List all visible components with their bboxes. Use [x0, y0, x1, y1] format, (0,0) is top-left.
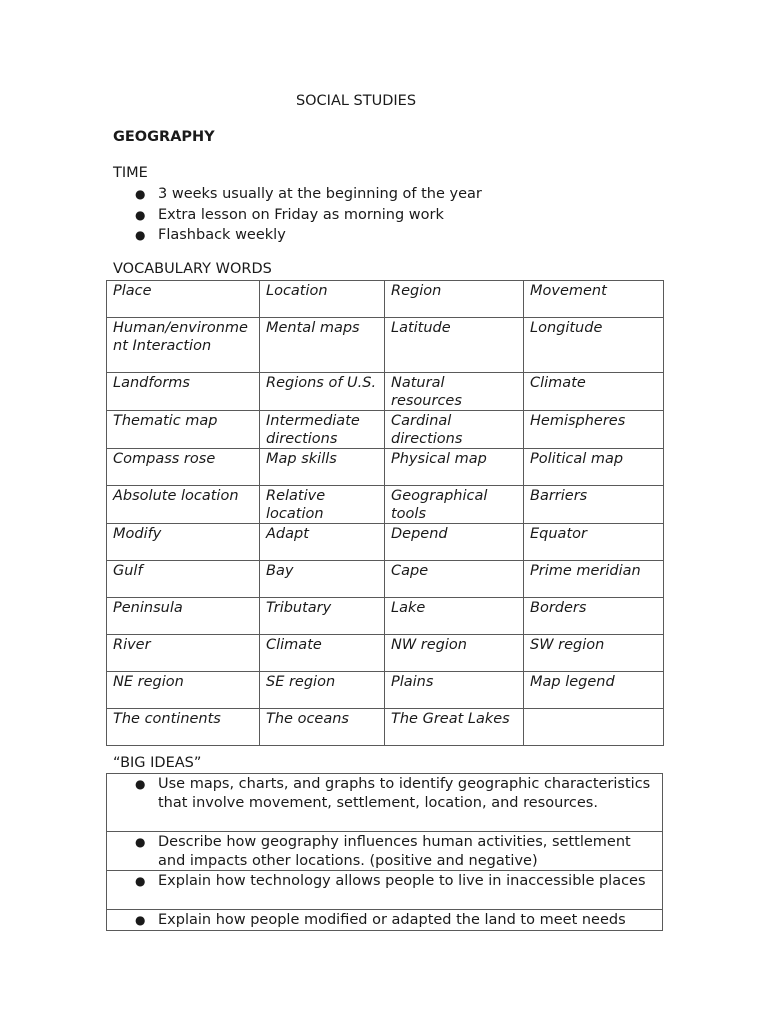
table-row — [107, 774, 663, 832]
table-row — [107, 281, 664, 318]
table-row — [107, 524, 664, 561]
list-item-text: Describe how geography influences human activities, settlement and impacts other locations. (positive and negative) — [158, 834, 631, 869]
table-row — [107, 373, 664, 411]
table-cell: Borders — [524, 598, 664, 635]
table-cell: Depend — [385, 524, 524, 561]
table-cell: Plains — [385, 672, 524, 709]
time-list — [113, 184, 482, 246]
table-cell — [524, 709, 664, 746]
vocabulary-table — [106, 280, 664, 746]
list-item — [113, 833, 656, 870]
table-cell: Geographical tools — [385, 486, 524, 524]
list-item — [113, 205, 482, 226]
table-cell: SE region — [260, 672, 385, 709]
table-cell: Longitude — [524, 318, 664, 373]
table-cell: The Great Lakes — [385, 709, 524, 746]
table-row — [107, 598, 664, 635]
list-item-text: Explain how people modified or adapted the land to meet needs — [158, 912, 626, 928]
table-cell: Human/environment Interaction — [107, 318, 260, 373]
list-item — [113, 225, 482, 246]
table-cell: Cardinal directions — [385, 411, 524, 449]
table-cell: Political map — [524, 449, 664, 486]
table-cell: NE region — [107, 672, 260, 709]
table-cell: Adapt — [260, 524, 385, 561]
list-item — [113, 184, 482, 205]
bullet-icon: ● — [135, 228, 146, 242]
table-cell: Physical map — [385, 449, 524, 486]
table-cell — [107, 832, 663, 871]
table-cell: Peninsula — [107, 598, 260, 635]
table-cell: Modify — [107, 524, 260, 561]
list-item-text: Use maps, charts, and graphs to identify geographic characteristics that involve movement, settlement, location, and resources. — [158, 776, 651, 811]
table-cell: Thematic map — [107, 411, 260, 449]
table-cell: SW region — [524, 635, 664, 672]
list-item-text: Explain how technology allows people to live in inaccessible places — [158, 873, 646, 889]
table-cell: Movement — [524, 281, 664, 318]
table-cell: Map legend — [524, 672, 664, 709]
table-cell: Barriers — [524, 486, 664, 524]
page-title: SOCIAL STUDIES — [295, 93, 417, 109]
table-row — [107, 871, 663, 910]
table-cell: Mental maps — [260, 318, 385, 373]
section-title: GEOGRAPHY — [113, 129, 215, 145]
table-cell: Landforms — [107, 373, 260, 411]
table-cell: Relative location — [260, 486, 385, 524]
big-ideas-table — [106, 773, 663, 931]
big-ideas-heading: “BIG IDEAS” — [113, 755, 202, 771]
table-cell: Intermediate directions — [260, 411, 385, 449]
table-cell: Compass rose — [107, 449, 260, 486]
table-cell: Equator — [524, 524, 664, 561]
table-cell: Tributary — [260, 598, 385, 635]
list-item — [113, 872, 656, 891]
table-cell: Climate — [260, 635, 385, 672]
table-cell: Map skills — [260, 449, 385, 486]
table-row — [107, 635, 664, 672]
table-cell: River — [107, 635, 260, 672]
table-cell: Gulf — [107, 561, 260, 598]
bullet-icon: ● — [135, 913, 146, 927]
table-cell: Region — [385, 281, 524, 318]
time-heading: TIME — [113, 165, 148, 181]
table-cell: The continents — [107, 709, 260, 746]
table-row — [107, 411, 664, 449]
list-item-text: Flashback weekly — [158, 227, 286, 243]
list-item — [113, 911, 656, 930]
table-row — [107, 832, 663, 871]
table-row — [107, 709, 664, 746]
bullet-icon: ● — [135, 207, 146, 222]
table-cell: Place — [107, 281, 260, 318]
table-cell — [107, 910, 663, 931]
table-cell: Absolute location — [107, 486, 260, 524]
table-row — [107, 449, 664, 486]
list-item — [113, 775, 656, 812]
list-item-text: 3 weeks usually at the beginning of the year — [158, 186, 482, 202]
table-cell: Hemispheres — [524, 411, 664, 449]
table-row — [107, 672, 664, 709]
table-cell: Bay — [260, 561, 385, 598]
table-cell — [107, 871, 663, 910]
bullet-icon: ● — [135, 874, 146, 888]
table-cell: Prime meridian — [524, 561, 664, 598]
bullet-icon: ● — [135, 187, 146, 201]
table-row — [107, 318, 664, 373]
table-cell: Lake — [385, 598, 524, 635]
table-row — [107, 910, 663, 931]
bullet-icon: ● — [135, 777, 146, 791]
bullet-icon: ● — [135, 835, 146, 849]
table-cell: Regions of U.S. — [260, 373, 385, 411]
table-cell: Climate — [524, 373, 664, 411]
table-row — [107, 486, 664, 524]
table-cell: Location — [260, 281, 385, 318]
vocabulary-heading: VOCABULARY WORDS — [113, 261, 272, 277]
table-cell: The oceans — [260, 709, 385, 746]
table-cell: Latitude — [385, 318, 524, 373]
table-cell — [107, 774, 663, 832]
table-row — [107, 561, 664, 598]
table-cell: Cape — [385, 561, 524, 598]
table-cell: Natural resources — [385, 373, 524, 411]
table-cell: NW region — [385, 635, 524, 672]
list-item-text: Extra lesson on Friday as morning work — [158, 206, 444, 223]
